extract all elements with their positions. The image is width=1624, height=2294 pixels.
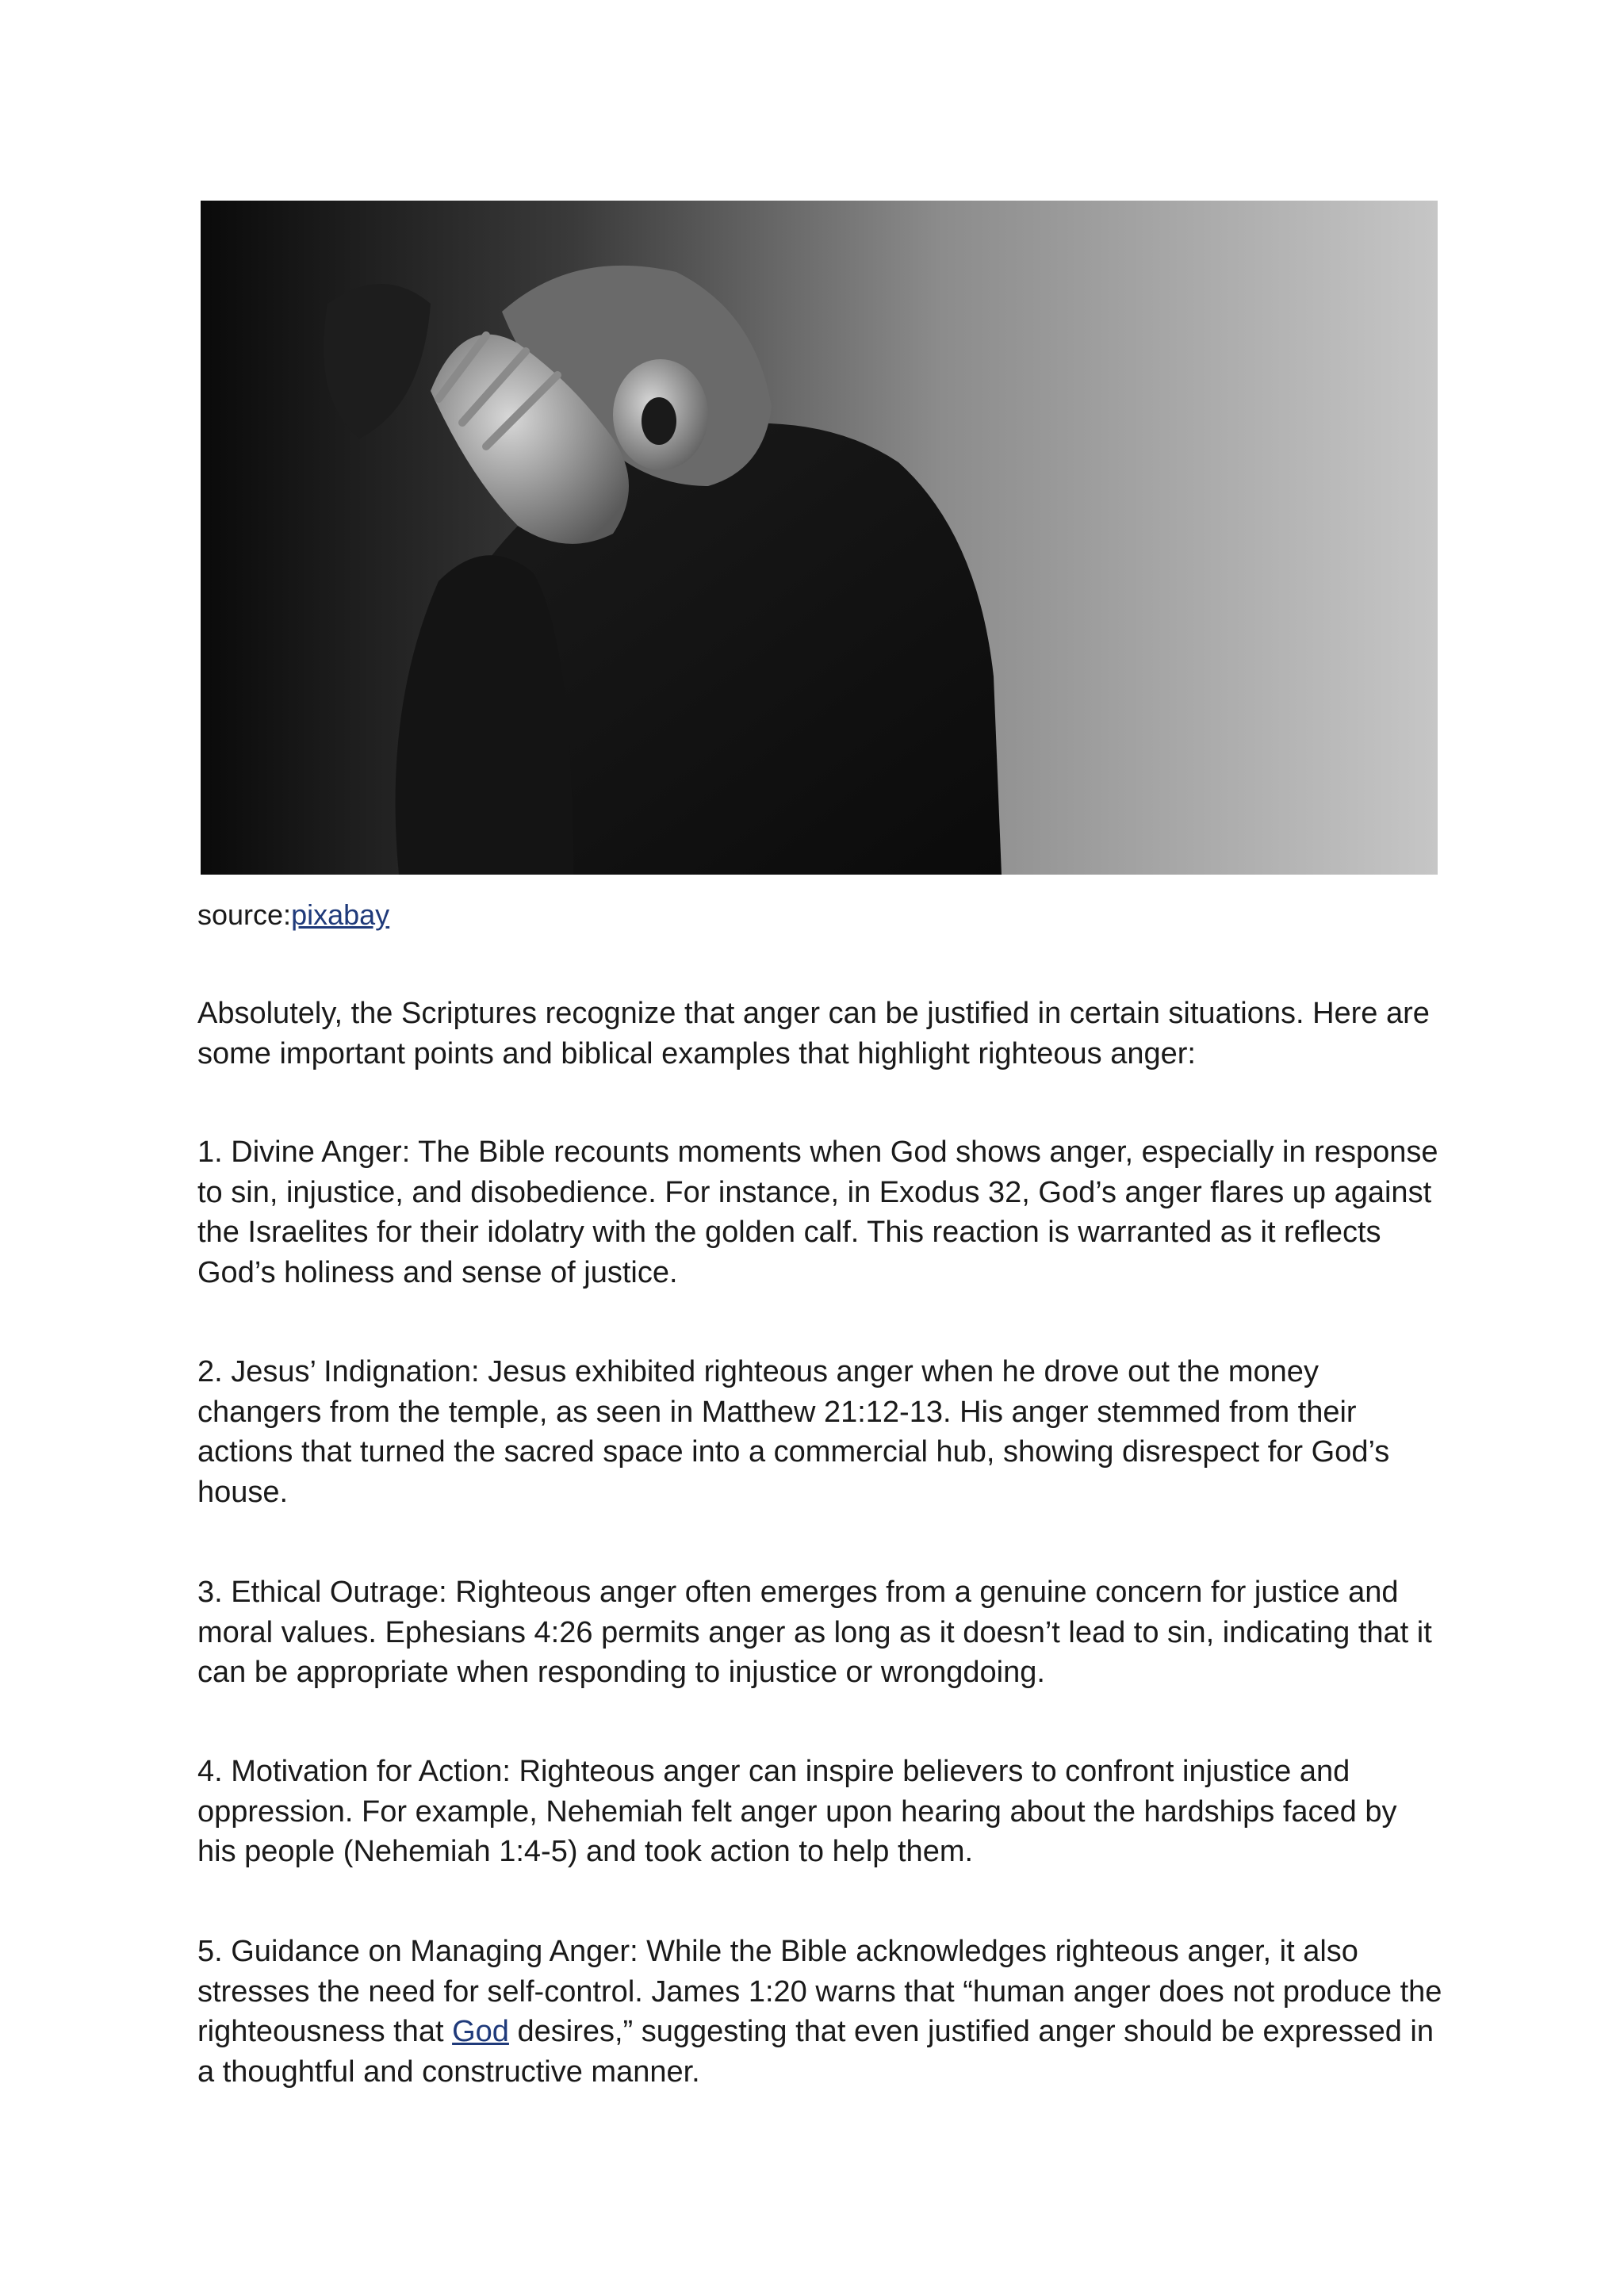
image-source-caption (197, 898, 389, 933)
point-5-paragraph (197, 1932, 1442, 2092)
source-link[interactable]: pixabay (291, 898, 390, 931)
point-3-paragraph: 3. Ethical Outrage: Righteous anger often emerges from a genuine concern for justice and moral values. Ephesians 4:26 permits anger as long as it doesn’t lead to sin, indicating that it can be appropriate when responding to injustice or wrongdoing. (197, 1576, 1432, 1689)
intro-paragraph: Absolutely, the Scriptures recognize that anger can be justified in certain situations. Here are some important points and biblical examples that highlight righteous anger: (197, 997, 1430, 1070)
point-4-paragraph: 4. Motivation for Action: Righteous anger can inspire believers to confront injustice and oppression. For example, Nehemiah felt anger upon hearing about the hardships faced by his people (Nehemiah 1:4-5) and took action to help them. (197, 1755, 1397, 1868)
point-1-paragraph: 1. Divine Anger: The Bible recounts moments when God shows anger, especially in response to sin, injustice, and disobedience. For instance, in Exodus 32, God’s anger flares up against the Israelites for their idolatry with the golden calf. This reaction is warranted as it reflects God’s holiness and sense of justice. (197, 1136, 1438, 1289)
point-2-paragraph: 2. Jesus’ Indignation: Jesus exhibited righteous anger when he drove out the money changers from the temple, as seen in Matthew 21:12-13. His anger stemmed from their actions that turned the sacred space into a commercial hub, showing disrespect for God’s house. (197, 1355, 1390, 1509)
point-5-text-start: 5. Guidance on Managing Anger: While the Bible acknowledges righteous anger, it also stresses the need for self-control. James 1:20 warns that “human anger does not produce the righteousness that (197, 1935, 1442, 2048)
point-5-text-end: desires,” suggesting that even justified anger should be expressed in a thoughtful and constructive manner. (197, 2015, 1434, 2089)
photo-illustration (201, 201, 1438, 875)
header-photo (201, 201, 1438, 875)
god-link[interactable]: God (452, 2015, 509, 2048)
source-label: source: (197, 898, 292, 931)
